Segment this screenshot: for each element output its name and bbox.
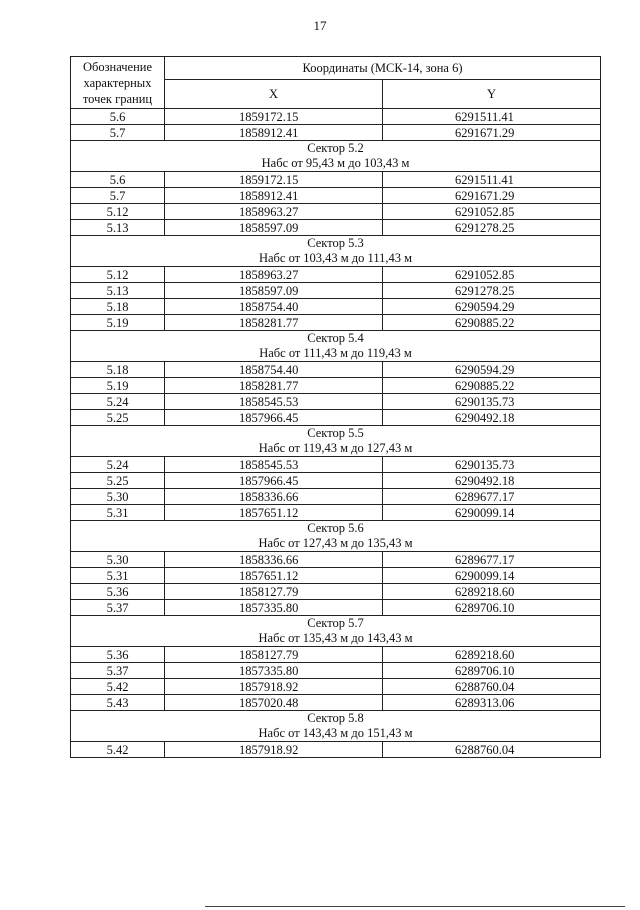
table-row — [71, 568, 601, 584]
point-code: 5.25 — [71, 473, 165, 489]
point-code: 5.24 — [71, 394, 165, 410]
coord-y: 6289313.06 — [383, 695, 601, 711]
point-code: 5.30 — [71, 489, 165, 505]
coord-y: 6291278.25 — [383, 283, 601, 299]
table-row — [71, 505, 601, 521]
coord-y: 6291671.29 — [383, 125, 601, 141]
coord-x: 1859172.15 — [165, 109, 383, 125]
coord-x: 1858912.41 — [165, 188, 383, 204]
point-code: 5.13 — [71, 283, 165, 299]
table-body — [71, 109, 601, 758]
table-row — [71, 410, 601, 426]
table-row — [71, 679, 601, 695]
point-code: 5.43 — [71, 695, 165, 711]
point-code: 5.12 — [71, 267, 165, 283]
table-row — [71, 473, 601, 489]
sector-name: Сектор 5.6 — [307, 521, 364, 535]
table-row — [71, 109, 601, 125]
coord-y: 6290135.73 — [383, 457, 601, 473]
coord-y: 6288760.04 — [383, 742, 601, 758]
table-header — [71, 57, 601, 109]
point-code: 5.18 — [71, 362, 165, 378]
point-code: 5.18 — [71, 299, 165, 315]
sector-description: Набс от 103,43 м до 111,43 м — [258, 251, 413, 265]
coord-x: 1857651.12 — [165, 505, 383, 521]
table-row — [71, 600, 601, 616]
point-code: 5.12 — [71, 204, 165, 220]
table-row — [71, 584, 601, 600]
coord-y: 6291278.25 — [383, 220, 601, 236]
sector-name: Сектор 5.2 — [307, 141, 364, 155]
sector-description: Набс от 119,43 м до 127,43 м — [258, 441, 413, 455]
coord-y: 6290885.22 — [383, 378, 601, 394]
coord-y: 6289706.10 — [383, 663, 601, 679]
coord-x: 1857918.92 — [165, 679, 383, 695]
coord-x: 1858963.27 — [165, 204, 383, 220]
table-row — [71, 742, 601, 758]
table-row — [71, 457, 601, 473]
coord-y: 6289218.60 — [383, 647, 601, 663]
point-code: 5.31 — [71, 568, 165, 584]
header-point-code: Обозначение характерных точек границ — [71, 57, 165, 109]
sector-description: Набс от 143,43 м до 151,43 м — [258, 726, 413, 740]
page-number: 17 — [313, 18, 327, 33]
coord-x: 1858597.09 — [165, 283, 383, 299]
coord-y: 6290885.22 — [383, 315, 601, 331]
coord-y: 6291052.85 — [383, 267, 601, 283]
point-code: 5.42 — [71, 742, 165, 758]
sector-name: Сектор 5.5 — [307, 426, 364, 440]
point-code: 5.6 — [71, 109, 165, 125]
point-code: 5.37 — [71, 663, 165, 679]
sector-cell — [71, 236, 601, 267]
table-row — [71, 267, 601, 283]
coord-x: 1858545.53 — [165, 394, 383, 410]
coord-x: 1858754.40 — [165, 362, 383, 378]
header-y: Y — [383, 80, 601, 109]
sector-row — [71, 331, 601, 362]
sector-name: Сектор 5.3 — [307, 236, 364, 250]
coord-y: 6290099.14 — [383, 505, 601, 521]
point-code: 5.37 — [71, 600, 165, 616]
sector-name: Сектор 5.8 — [307, 711, 364, 725]
coord-y: 6290594.29 — [383, 299, 601, 315]
sector-row — [71, 711, 601, 742]
sector-cell — [71, 141, 601, 172]
table-row — [71, 378, 601, 394]
point-code: 5.19 — [71, 378, 165, 394]
table-row — [71, 695, 601, 711]
table-row — [71, 315, 601, 331]
point-code: 5.36 — [71, 584, 165, 600]
coord-y: 6291671.29 — [383, 188, 601, 204]
coord-x: 1858754.40 — [165, 299, 383, 315]
coord-x: 1858281.77 — [165, 378, 383, 394]
coord-x: 1859172.15 — [165, 172, 383, 188]
point-code: 5.13 — [71, 220, 165, 236]
sector-description: Набс от 95,43 м до 103,43 м — [261, 156, 410, 170]
coord-x: 1858281.77 — [165, 315, 383, 331]
point-code: 5.6 — [71, 172, 165, 188]
sector-row — [71, 616, 601, 647]
sector-cell — [71, 711, 601, 742]
bottom-rule — [205, 906, 625, 907]
point-code: 5.24 — [71, 457, 165, 473]
sector-name: Сектор 5.7 — [307, 616, 364, 630]
table-row — [71, 362, 601, 378]
sector-description: Набс от 111,43 м до 119,43 м — [259, 346, 412, 360]
coord-y: 6289706.10 — [383, 600, 601, 616]
table-row — [71, 125, 601, 141]
coord-y: 6289218.60 — [383, 584, 601, 600]
coord-x: 1858127.79 — [165, 584, 383, 600]
table-row — [71, 394, 601, 410]
coord-y: 6290492.18 — [383, 410, 601, 426]
coord-y: 6290492.18 — [383, 473, 601, 489]
table-row — [71, 299, 601, 315]
coord-x: 1858912.41 — [165, 125, 383, 141]
table-row — [71, 188, 601, 204]
sector-row — [71, 426, 601, 457]
coord-x: 1857966.45 — [165, 410, 383, 426]
coord-x: 1858963.27 — [165, 267, 383, 283]
table-row — [71, 204, 601, 220]
coord-x: 1857651.12 — [165, 568, 383, 584]
sector-description: Набс от 127,43 м до 135,43 м — [258, 536, 413, 550]
coord-y: 6291052.85 — [383, 204, 601, 220]
table-row — [71, 663, 601, 679]
table-row — [71, 552, 601, 568]
coord-x: 1858127.79 — [165, 647, 383, 663]
sector-cell — [71, 616, 601, 647]
table-row — [71, 283, 601, 299]
coord-x: 1857918.92 — [165, 742, 383, 758]
point-code: 5.36 — [71, 647, 165, 663]
header-x: X — [165, 80, 383, 109]
header-coordinates: Координаты (МСК-14, зона 6) — [165, 57, 601, 80]
coord-y: 6290135.73 — [383, 394, 601, 410]
coord-x: 1858336.66 — [165, 552, 383, 568]
sector-cell — [71, 331, 601, 362]
coord-y: 6291511.41 — [383, 172, 601, 188]
coord-x: 1858336.66 — [165, 489, 383, 505]
table-row — [71, 647, 601, 663]
point-code: 5.7 — [71, 188, 165, 204]
sector-row — [71, 141, 601, 172]
sector-cell — [71, 426, 601, 457]
coord-y: 6290099.14 — [383, 568, 601, 584]
coord-y: 6289677.17 — [383, 552, 601, 568]
coord-x: 1857335.80 — [165, 663, 383, 679]
table-row — [71, 172, 601, 188]
coord-x: 1858545.53 — [165, 457, 383, 473]
table-row — [71, 489, 601, 505]
point-code: 5.25 — [71, 410, 165, 426]
point-code: 5.7 — [71, 125, 165, 141]
sector-description: Набс от 135,43 м до 143,43 м — [258, 631, 413, 645]
coord-y: 6290594.29 — [383, 362, 601, 378]
sector-name: Сектор 5.4 — [307, 331, 364, 345]
coord-x: 1857020.48 — [165, 695, 383, 711]
point-code: 5.19 — [71, 315, 165, 331]
point-code: 5.42 — [71, 679, 165, 695]
coord-y: 6289677.17 — [383, 489, 601, 505]
table-row — [71, 220, 601, 236]
sector-row — [71, 236, 601, 267]
coordinates-table — [70, 56, 601, 758]
coord-x: 1857335.80 — [165, 600, 383, 616]
sector-row — [71, 521, 601, 552]
coord-x: 1857966.45 — [165, 473, 383, 489]
sector-cell — [71, 521, 601, 552]
coord-y: 6291511.41 — [383, 109, 601, 125]
coord-y: 6288760.04 — [383, 679, 601, 695]
coord-x: 1858597.09 — [165, 220, 383, 236]
point-code: 5.31 — [71, 505, 165, 521]
point-code: 5.30 — [71, 552, 165, 568]
